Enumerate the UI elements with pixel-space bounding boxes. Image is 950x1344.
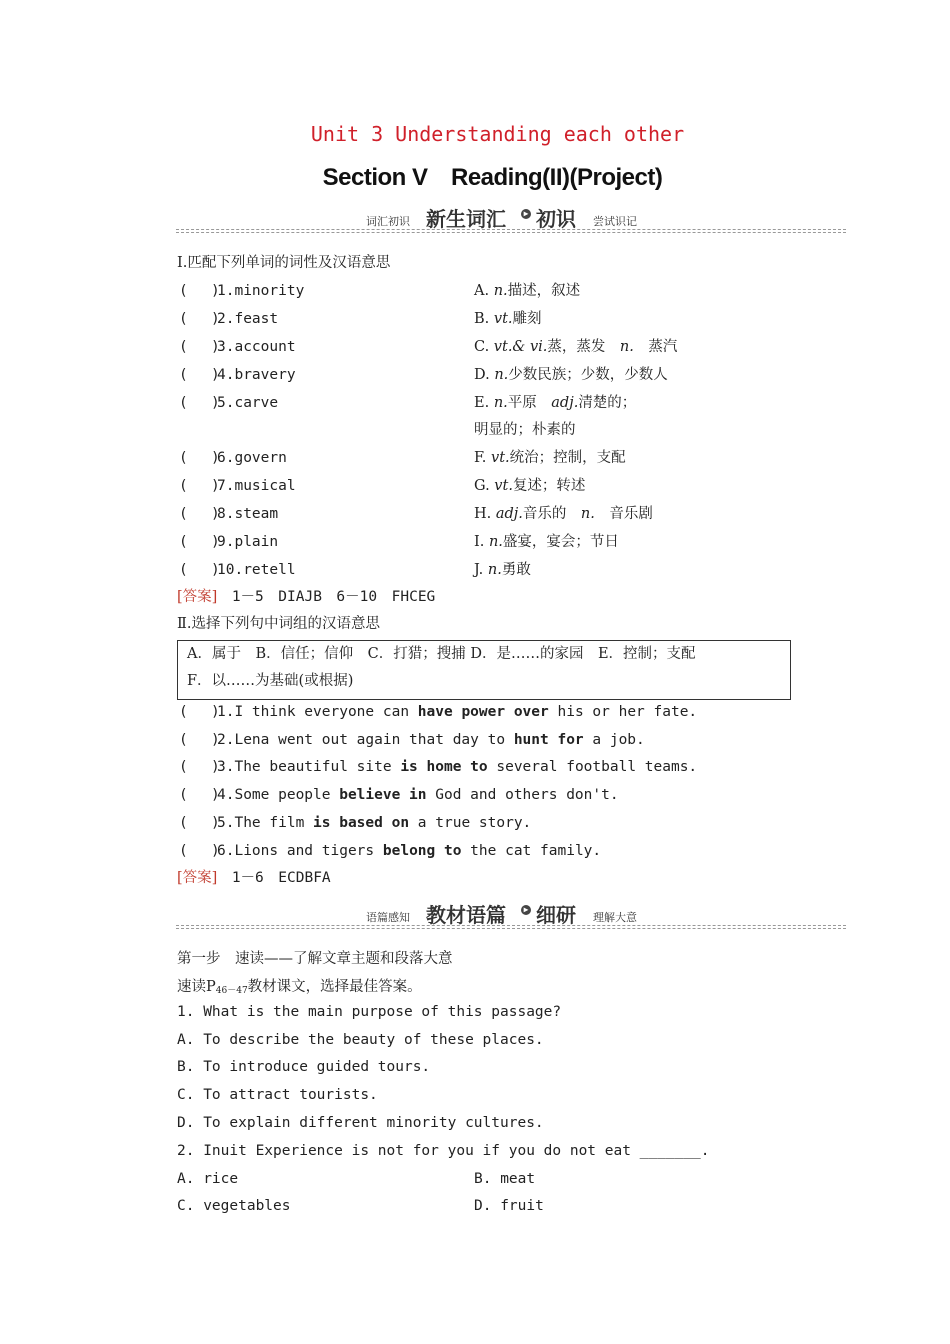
option-item: I. n.盛宴，宴会；节日 xyxy=(474,534,619,550)
divider xyxy=(176,232,846,233)
box-row: F．以……为基础(或根据) xyxy=(187,673,354,689)
text-banner xyxy=(176,896,846,932)
option-item: D. n.少数民族；少数，少数人 xyxy=(474,367,668,383)
option-item: H. adj.音乐的 n. 音乐剧 xyxy=(474,506,653,522)
sentence-item: ( )1.I think everyone can have power over his or her fate. xyxy=(179,704,698,720)
instruction: 速读$P_{46-47}$教材课文，选择最佳答案。 xyxy=(177,979,422,996)
divider xyxy=(176,928,846,929)
sentence-item: ( )2.Lena went out again that day to hunt for a job. xyxy=(179,732,645,748)
word-item: ( )7.musical xyxy=(179,478,296,494)
answer-tag: [答案] xyxy=(177,589,218,605)
answer-option: D. fruit xyxy=(474,1198,544,1214)
banner-right-label: 尝试识记 xyxy=(593,215,637,228)
banner-title-b: 细研 xyxy=(536,903,576,927)
question: 1. What is the main purpose of this passage? xyxy=(177,1004,562,1020)
option-item: J. n.勇敢 xyxy=(474,562,531,578)
answer-tag: [答案] xyxy=(177,870,218,886)
sentence-item: ( )3.The beautiful site is home to several football teams. xyxy=(179,759,698,775)
answer-option: B. To introduce guided tours. xyxy=(177,1059,431,1075)
banner-title-a: 教材语篇 xyxy=(426,903,506,927)
phrase-options-box xyxy=(177,640,791,700)
word-item: ( )9.plain xyxy=(179,534,279,550)
divider xyxy=(176,229,846,230)
word-item: ( )4.bravery xyxy=(179,367,296,383)
unit-title: Unit 3 Understanding each other xyxy=(310,122,685,146)
question: 2. Inuit Experience is not for you if you do not eat _______. xyxy=(177,1143,710,1159)
vocab-banner xyxy=(176,200,846,236)
option-item: E. n.平原 adj.清楚的； xyxy=(474,395,637,411)
banner-title-a: 新生词汇 xyxy=(426,207,506,231)
answer-option: C. vegetables xyxy=(177,1198,291,1214)
part2-heading: Ⅱ.选择下列句中词组的汉语意思 xyxy=(177,616,380,632)
box-row: A．属于 B．信任；信仰 C．打猎；搜捕 D．是……的家园 E．控制；支配 xyxy=(187,646,696,662)
arrow-icon: ▶ xyxy=(521,209,531,219)
sentence-item: ( )4.Some people believe in God and others don't. xyxy=(179,787,619,803)
option-item: B. vt.雕刻 xyxy=(474,311,542,327)
step-heading: 第一步 速读——了解文章主题和段落大意 xyxy=(177,951,453,967)
answer-line: [答案] 1－6 ECDBFA xyxy=(177,870,331,886)
answer-option: D. To explain different minority cultures. xyxy=(177,1115,544,1131)
option-item: C. vt.& vi.蒸，蒸发 n. 蒸汽 xyxy=(474,339,678,355)
banner-title-b: 初识 xyxy=(536,207,576,231)
answer-line: [答案] 1－5 DIAJB 6－10 FHCEG xyxy=(177,589,436,605)
answer-option: C. To attract tourists. xyxy=(177,1087,378,1103)
word-item: ( )1.minority xyxy=(179,283,305,299)
option-item: F. vt.统治；控制，支配 xyxy=(474,450,626,466)
answer-option: A. rice xyxy=(177,1171,239,1187)
banner-left-label: 语篇感知 xyxy=(366,911,410,924)
word-item: ( )6.govern xyxy=(179,450,287,466)
arrow-icon: ▶ xyxy=(521,905,531,915)
option-item: G. vt.复述；转述 xyxy=(474,478,586,494)
divider xyxy=(176,925,846,926)
banner-right-label: 理解大意 xyxy=(593,911,637,924)
part1-heading: Ⅰ.匹配下列单词的词性及汉语意思 xyxy=(177,255,391,271)
option-item-continued: 明显的；朴素的 xyxy=(474,422,576,438)
answer-option: B. meat xyxy=(474,1171,536,1187)
word-item: ( )5.carve xyxy=(179,395,279,411)
sentence-item: ( )5.The film is based on a true story. xyxy=(179,815,532,831)
sentence-item: ( )6.Lions and tigers belong to the cat family. xyxy=(179,843,602,859)
answer-option: A. To describe the beauty of these places. xyxy=(177,1032,544,1048)
word-item: ( )2.feast xyxy=(179,311,279,327)
option-item: A. n.描述，叙述 xyxy=(474,283,581,299)
word-item: ( )3.account xyxy=(179,339,296,355)
word-item: ( )8.steam xyxy=(179,506,279,522)
banner-left-label: 词汇初识 xyxy=(366,215,410,228)
section-title: Section V Reading(II)(Project) xyxy=(322,164,663,191)
word-item: ( )10.retell xyxy=(179,562,296,578)
